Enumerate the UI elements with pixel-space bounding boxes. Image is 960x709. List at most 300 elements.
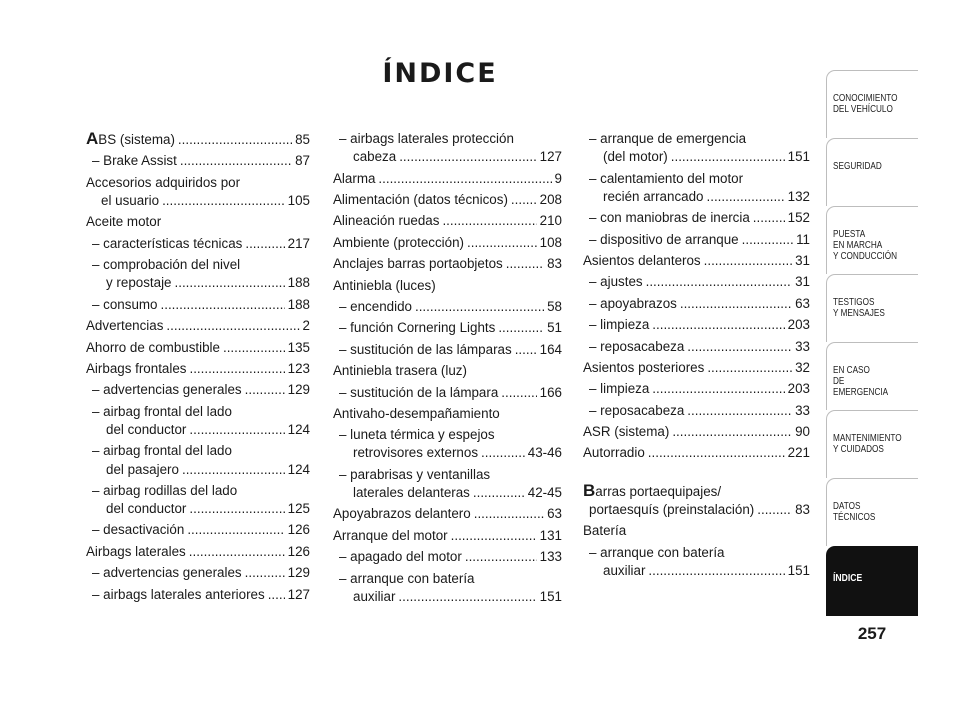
index-entry[interactable] xyxy=(583,148,810,166)
entry-initial: B xyxy=(583,480,596,500)
entry-text xyxy=(92,296,158,314)
entry-initial: A xyxy=(86,129,99,148)
page-ref: 188 xyxy=(287,296,310,312)
page-ref: 43-46 xyxy=(527,445,562,461)
page-ref: 127 xyxy=(287,586,310,602)
entry-label: Airbags laterales xyxy=(86,543,186,559)
index-entry[interactable] xyxy=(333,548,562,566)
dot-leader xyxy=(245,381,285,399)
index-entry[interactable] xyxy=(583,316,810,334)
index-column-1 xyxy=(86,130,310,607)
dot-leader xyxy=(672,423,792,441)
tab-testigos-y-mensajes[interactable]: TESTIGOS Y MENSAJES xyxy=(826,274,918,342)
index-entry[interactable] xyxy=(333,255,562,273)
index-entry[interactable] xyxy=(333,362,562,380)
index-entry[interactable] xyxy=(86,235,310,253)
page-ref: 2 xyxy=(302,318,310,334)
entry-text xyxy=(583,482,721,501)
index-entry[interactable] xyxy=(86,442,310,460)
entry-text xyxy=(333,405,500,423)
index-entry[interactable] xyxy=(86,403,310,421)
entry-text xyxy=(589,380,649,398)
entry-label: – airbag frontal del lado xyxy=(92,443,232,459)
entry-text xyxy=(353,148,396,166)
entry-label: – luneta térmica y espejos xyxy=(339,427,495,443)
index-entry[interactable] xyxy=(333,277,562,295)
index-entry[interactable] xyxy=(583,402,810,420)
entry-text xyxy=(333,505,471,523)
entry-label: – función Cornering Lights xyxy=(339,320,496,336)
entry-label: Antiniebla trasera (luz) xyxy=(333,363,467,379)
dot-leader xyxy=(189,500,284,518)
entry-text xyxy=(589,209,750,227)
entry-label: ASR (sistema) xyxy=(583,424,670,440)
entry-text xyxy=(339,298,412,316)
entry-text xyxy=(86,339,220,357)
entry-text xyxy=(603,148,668,166)
dot-leader xyxy=(189,360,284,378)
page-ref: 85 xyxy=(295,132,310,147)
entry-text xyxy=(92,152,177,170)
entry-text xyxy=(353,484,470,502)
section-tabs xyxy=(826,70,918,616)
index-entry[interactable] xyxy=(86,296,310,314)
page-ref: 126 xyxy=(287,543,310,559)
dot-leader xyxy=(687,402,792,420)
page-ref: 124 xyxy=(287,461,310,477)
entry-label: – arranque con batería xyxy=(589,544,725,560)
entry-text xyxy=(92,521,184,539)
entry-label: Alarma xyxy=(333,170,376,186)
entry-label: – reposacabeza xyxy=(589,338,685,354)
entry-text xyxy=(339,426,495,444)
entry-text xyxy=(339,384,498,402)
index-entry[interactable] xyxy=(583,423,810,441)
entry-text xyxy=(589,402,684,420)
index-column-3 xyxy=(583,130,810,583)
index-entry[interactable] xyxy=(583,209,810,227)
index-entry[interactable] xyxy=(86,564,310,582)
index-entry[interactable] xyxy=(333,341,562,359)
page-ref: 125 xyxy=(287,501,310,517)
entry-text xyxy=(86,543,186,561)
page-ref: 208 xyxy=(539,191,562,207)
entry-text xyxy=(86,130,175,149)
page-ref: 135 xyxy=(287,339,310,355)
entry-label: – advertencias generales xyxy=(92,382,242,398)
entry-label: Autorradio xyxy=(583,445,645,461)
entry-text xyxy=(92,403,232,421)
entry-text xyxy=(333,277,436,295)
entry-text xyxy=(589,316,649,334)
entry-text xyxy=(92,381,242,399)
entry-label: – consumo xyxy=(92,296,158,312)
entry-label: y repostaje xyxy=(106,275,172,291)
entry-text xyxy=(106,500,186,518)
index-entry[interactable] xyxy=(583,338,810,356)
page-ref: 42-45 xyxy=(527,485,562,501)
index-entry[interactable] xyxy=(86,421,310,439)
tab-indice[interactable]: ÍNDICE xyxy=(826,546,918,616)
entry-label: portaesquís (preinstalación) xyxy=(589,502,755,518)
entry-text xyxy=(86,360,186,378)
dot-leader xyxy=(187,521,284,539)
page-ref: 217 xyxy=(287,235,310,251)
dot-leader xyxy=(646,273,792,291)
entry-text xyxy=(583,423,669,441)
entry-label: cabeza xyxy=(353,149,397,165)
entry-label: Asientos delanteros xyxy=(583,252,701,268)
index-entry[interactable] xyxy=(333,319,562,337)
entry-label: auxiliar xyxy=(603,563,646,579)
entry-label: – ajustes xyxy=(589,274,643,290)
entry-text xyxy=(333,234,464,252)
entry-text xyxy=(589,273,643,291)
index-entry[interactable] xyxy=(333,444,562,462)
dot-leader xyxy=(511,191,537,209)
page-ref: 83 xyxy=(795,502,810,518)
entry-text xyxy=(339,130,514,148)
entry-label: el usuario xyxy=(101,192,160,208)
index-entry[interactable] xyxy=(583,188,810,206)
index-entry[interactable] xyxy=(583,231,810,249)
page-ref: 188 xyxy=(287,275,310,291)
page-title: ÍNDICE xyxy=(382,58,498,89)
entry-label: Arranque del motor xyxy=(333,527,448,543)
index-entry[interactable] xyxy=(86,274,310,292)
entry-label: Advertencias xyxy=(86,318,164,334)
entry-text xyxy=(86,213,161,231)
dot-leader xyxy=(245,564,285,582)
index-entry[interactable] xyxy=(583,562,810,580)
dot-leader xyxy=(652,316,784,334)
entry-text xyxy=(333,191,508,209)
page-ref: 31 xyxy=(795,274,810,290)
entry-label: retrovisores externos xyxy=(353,445,479,461)
page-ref: 132 xyxy=(787,188,810,204)
index-column-2 xyxy=(333,130,562,609)
dot-leader xyxy=(467,234,537,252)
page-ref: 58 xyxy=(547,298,562,314)
dot-leader xyxy=(474,505,544,523)
index-entry[interactable] xyxy=(333,527,562,545)
index-entry[interactable] xyxy=(583,501,810,519)
entry-text xyxy=(86,174,240,192)
dot-leader xyxy=(245,235,284,253)
index-entry[interactable] xyxy=(86,543,310,561)
page-ref: 210 xyxy=(539,213,562,229)
dot-leader xyxy=(178,131,292,149)
index-entry[interactable] xyxy=(583,482,810,501)
entry-text xyxy=(589,295,677,313)
section-gap xyxy=(583,466,810,482)
page-ref: 127 xyxy=(539,149,562,165)
dot-leader xyxy=(498,319,544,337)
dot-leader xyxy=(161,296,285,314)
page-ref: 166 xyxy=(539,384,562,400)
index-entry[interactable] xyxy=(333,466,562,484)
index-entry[interactable] xyxy=(86,317,310,335)
dot-leader xyxy=(481,444,525,462)
index-entry[interactable] xyxy=(333,298,562,316)
index-entry[interactable] xyxy=(86,152,310,170)
index-entry[interactable] xyxy=(583,130,810,148)
index-entry[interactable] xyxy=(86,174,310,192)
index-entry[interactable] xyxy=(86,130,310,149)
page-number: 257 xyxy=(857,624,887,643)
index-entry[interactable] xyxy=(333,384,562,402)
dot-leader xyxy=(680,295,792,313)
entry-label: Anclajes barras portaobjetos xyxy=(333,256,503,272)
page-ref: 164 xyxy=(539,341,562,357)
dot-leader xyxy=(223,339,285,357)
dot-leader xyxy=(451,527,537,545)
dot-leader xyxy=(501,384,536,402)
entry-label: recién arrancado xyxy=(603,188,704,204)
index-entry[interactable] xyxy=(583,252,810,270)
entry-label: – calentamiento del motor xyxy=(589,170,744,186)
entry-label: del conductor xyxy=(106,421,187,437)
dot-leader xyxy=(398,588,536,606)
index-entry[interactable] xyxy=(86,461,310,479)
dot-leader xyxy=(506,255,544,273)
entry-label: – dispositivo de arranque xyxy=(589,231,739,247)
index-entry[interactable] xyxy=(333,130,562,148)
entry-label: arras portaequipajes/ xyxy=(595,483,722,499)
entry-label: Antivaho-desempañamiento xyxy=(333,405,500,421)
tab-datos-tecnicos[interactable]: DATOS TÉCNICOS xyxy=(826,478,918,546)
entry-label: (del motor) xyxy=(603,149,668,165)
index-entry[interactable] xyxy=(333,148,562,166)
index-entry[interactable] xyxy=(333,588,562,606)
dot-leader xyxy=(687,338,792,356)
dot-leader xyxy=(180,152,292,170)
dot-leader xyxy=(162,192,285,210)
index-entry[interactable] xyxy=(583,170,810,188)
entry-label: Apoyabrazos delantero xyxy=(333,506,471,522)
index-entry[interactable] xyxy=(86,586,310,604)
entry-label: Asientos posteriores xyxy=(583,359,705,375)
index-entry[interactable] xyxy=(333,234,562,252)
index-entry[interactable] xyxy=(86,213,310,231)
entry-text xyxy=(333,170,375,188)
page-ref: 108 xyxy=(539,234,562,250)
page-ref: 83 xyxy=(547,256,562,272)
entry-text xyxy=(583,252,701,270)
entry-text xyxy=(333,362,467,380)
dot-leader xyxy=(707,359,792,377)
index-entry[interactable] xyxy=(333,484,562,502)
entry-text xyxy=(339,466,490,484)
page-ref: 151 xyxy=(539,588,562,604)
entry-text xyxy=(339,319,495,337)
entry-label: – características técnicas xyxy=(92,235,243,251)
dot-leader xyxy=(415,298,544,316)
entry-text xyxy=(92,586,265,604)
index-entry[interactable] xyxy=(583,544,810,562)
entry-label: Airbags frontales xyxy=(86,360,187,376)
index-entry[interactable] xyxy=(86,360,310,378)
page-ref: 151 xyxy=(787,563,810,579)
index-entry[interactable] xyxy=(333,191,562,209)
dot-leader xyxy=(707,188,785,206)
entry-label: Aceite motor xyxy=(86,214,162,230)
page-ref: 151 xyxy=(787,149,810,165)
entry-label: – sustitución de las lámparas xyxy=(339,341,512,357)
page-ref: 133 xyxy=(539,549,562,565)
dot-leader xyxy=(378,170,551,188)
tab-en-caso-de-emergencia[interactable]: EN CASO DE EMERGENCIA xyxy=(826,342,918,410)
index-entry[interactable] xyxy=(333,426,562,444)
page-ref: 126 xyxy=(287,522,310,538)
entry-text xyxy=(589,170,743,188)
entry-text xyxy=(92,482,237,500)
entry-label: Accesorios adquiridos por xyxy=(86,174,241,190)
entry-text xyxy=(603,562,645,580)
entry-label: auxiliar xyxy=(353,588,396,604)
page-ref: 33 xyxy=(795,338,810,354)
page-ref: 203 xyxy=(787,381,810,397)
entry-label: – arranque con batería xyxy=(339,570,475,586)
entry-label: Alimentación (datos técnicos) xyxy=(333,191,508,207)
index-entry[interactable] xyxy=(86,482,310,500)
page-ref: 124 xyxy=(287,421,310,437)
entry-label: – apagado del motor xyxy=(339,549,462,565)
dot-leader xyxy=(648,562,784,580)
index-entry[interactable] xyxy=(333,212,562,230)
entry-label: – comprobación del nivel xyxy=(92,257,241,273)
entry-label: laterales delanteras xyxy=(353,485,470,501)
page-ref: 129 xyxy=(287,382,310,398)
index-entry[interactable] xyxy=(583,380,810,398)
dot-leader xyxy=(671,148,785,166)
entry-text xyxy=(92,235,242,253)
entry-label: – airbags laterales protección xyxy=(339,131,514,146)
entry-label: – encendido xyxy=(339,298,412,314)
entry-text xyxy=(583,444,645,462)
dot-leader xyxy=(742,231,793,249)
entry-text xyxy=(353,588,395,606)
dot-leader xyxy=(757,501,792,519)
index-entry[interactable] xyxy=(86,521,310,539)
page-ref: 131 xyxy=(539,527,562,543)
index-entry[interactable] xyxy=(583,273,810,291)
tab-conocimiento-del-vehiculo[interactable]: CONOCIMIENTO DEL VEHÍCULO xyxy=(826,70,918,138)
entry-label: BS (sistema) xyxy=(98,132,175,147)
entry-text xyxy=(333,255,503,273)
page-ref: 152 xyxy=(787,210,810,226)
entry-label: – desactivación xyxy=(92,522,185,538)
entry-text xyxy=(583,359,704,377)
entry-text xyxy=(589,501,754,519)
page-ref: 203 xyxy=(787,317,810,333)
entry-text xyxy=(92,564,242,582)
entry-text xyxy=(86,317,163,335)
entry-text xyxy=(589,338,684,356)
page-ref: 31 xyxy=(795,252,810,268)
entry-label: – airbag rodillas del lado xyxy=(92,482,238,498)
entry-label: – reposacabeza xyxy=(589,402,685,418)
page-ref: 11 xyxy=(796,231,810,247)
entry-text xyxy=(589,231,739,249)
dot-leader xyxy=(648,444,785,462)
index-entry[interactable] xyxy=(583,295,810,313)
page-ref: 63 xyxy=(795,295,810,311)
dot-leader xyxy=(652,380,784,398)
index-entry[interactable] xyxy=(333,170,562,188)
entry-text xyxy=(603,188,704,206)
entry-label: Ambiente (protección) xyxy=(333,234,464,250)
index-entry[interactable] xyxy=(583,522,810,540)
entry-text xyxy=(333,527,448,545)
dot-leader xyxy=(189,543,285,561)
entry-label: del pasajero xyxy=(106,461,179,477)
index-entry[interactable] xyxy=(583,444,810,462)
index-entry[interactable] xyxy=(333,570,562,588)
dot-leader xyxy=(704,252,792,270)
index-entry[interactable] xyxy=(86,256,310,274)
dot-leader xyxy=(515,341,537,359)
entry-label: – Brake Assist xyxy=(92,153,177,169)
entry-text xyxy=(333,212,439,230)
entry-text xyxy=(106,274,172,292)
index-entry[interactable] xyxy=(333,405,562,423)
entry-label: – parabrisas y ventanillas xyxy=(339,466,491,482)
entry-text xyxy=(339,341,512,359)
entry-label: – sustitución de la lámpara xyxy=(339,384,499,400)
page-ref: 90 xyxy=(795,424,810,440)
page-ref: 87 xyxy=(295,153,310,169)
dot-leader xyxy=(268,586,285,604)
dot-leader xyxy=(166,317,299,335)
dot-leader xyxy=(175,274,285,292)
tab-seguridad[interactable]: SEGURIDAD xyxy=(826,138,918,206)
page-ref: 129 xyxy=(287,565,310,581)
dot-leader xyxy=(182,461,285,479)
dot-leader xyxy=(465,548,537,566)
page-ref: 123 xyxy=(287,360,310,376)
index-entry[interactable] xyxy=(86,500,310,518)
entry-text xyxy=(353,444,478,462)
entry-label: del conductor xyxy=(106,501,187,517)
entry-text xyxy=(92,256,240,274)
entry-text xyxy=(339,548,462,566)
page-ref: 51 xyxy=(547,320,562,336)
entry-text xyxy=(583,522,626,540)
entry-label: Batería xyxy=(583,523,627,539)
entry-text xyxy=(339,570,475,588)
tab-puesta-en-marcha[interactable]: PUESTA EN MARCHA Y CONDUCCIÓN xyxy=(826,206,918,274)
page-ref: 9 xyxy=(554,170,562,186)
entry-text xyxy=(101,192,159,210)
index-entry[interactable] xyxy=(86,192,310,210)
tab-mantenimiento[interactable]: MANTENIMIENTO Y CUIDADOS xyxy=(826,410,918,478)
index-entry[interactable] xyxy=(583,359,810,377)
entry-label: – con maniobras de inercia xyxy=(589,210,750,226)
entry-label: – apoyabrazos xyxy=(589,295,677,311)
entry-label: – advertencias generales xyxy=(92,565,242,581)
entry-text xyxy=(92,442,232,460)
index-entry[interactable] xyxy=(86,381,310,399)
index-entry[interactable] xyxy=(333,505,562,523)
entry-label: Antiniebla (luces) xyxy=(333,277,436,293)
page-ref: 63 xyxy=(547,506,562,522)
entry-label: Ahorro de combustible xyxy=(86,339,220,355)
entry-label: – arranque de emergencia xyxy=(589,131,747,146)
page-ref: 32 xyxy=(795,359,810,375)
entry-text xyxy=(589,130,746,148)
index-entry[interactable] xyxy=(86,339,310,357)
